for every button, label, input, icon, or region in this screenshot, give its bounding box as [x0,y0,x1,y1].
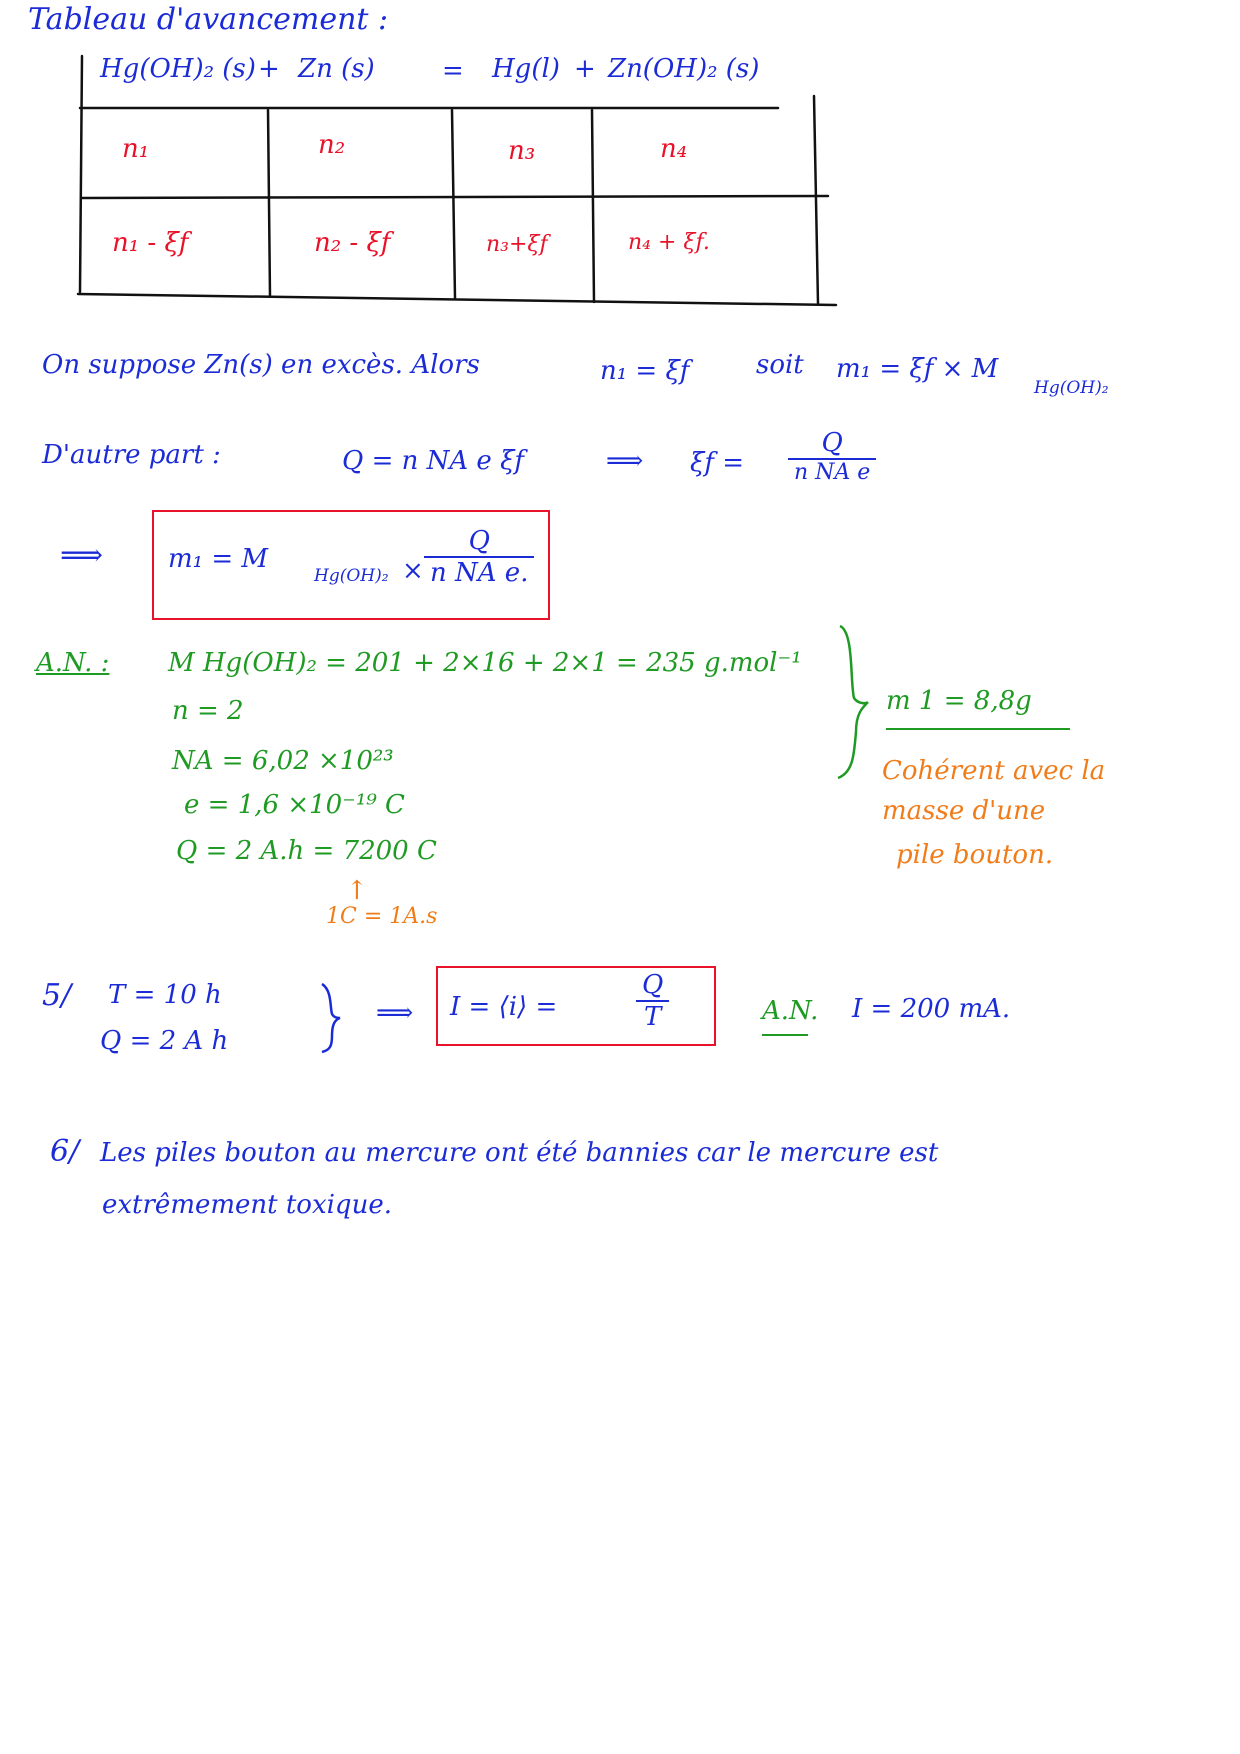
equation-product-2: Zn(OH)₂ (s) [608,54,760,84]
an-unit-note: 1C = 1A.s [326,904,438,929]
q5-fraction-denominator: T [643,1002,662,1032]
implies-arrow-1: ⟹ [606,446,644,476]
cell-final-1: n₁ - ξf [112,228,189,258]
comment-line-1: Cohérent avec la [882,756,1106,786]
an-e: e = 1,6 ×10⁻¹⁹ C [184,790,405,820]
comment-line-2: masse d'une [882,796,1046,826]
page-title: Tableau d'avancement : [28,2,389,37]
an-result: m 1 = 8,8g [886,686,1032,716]
q5-q: Q = 2 A h [100,1026,229,1056]
cell-initial-2: n₂ [318,130,346,160]
q5-an-value: I = 200 mA. [852,994,1011,1024]
assumption-subscript: Hg(OH)₂ [1034,378,1109,398]
equation-reactant-1: Hg(OH)₂ (s) [100,54,256,84]
an-q: Q = 2 A.h = 7200 C [176,836,437,866]
q5-formula: I = ⟨i⟩ = [450,992,558,1022]
cell-initial-3: n₃ [508,136,536,166]
result-times: × [402,556,424,586]
result-subscript: Hg(OH)₂ [314,566,389,586]
q5-t: T = 10 h [108,980,222,1010]
assumption-soit: soit [756,350,804,380]
right-brace-icon [832,622,872,782]
equation-plus-2: + [574,54,596,84]
xi-fraction-numerator: Q [821,428,843,458]
xi-fraction-denominator: n NA e [794,460,871,485]
cell-final-3: n₃+ξf [486,232,548,257]
equation-equals: = [442,56,464,86]
cell-initial-4: n₄ [660,134,688,164]
an-n: n = 2 [172,696,244,726]
reaction-table-grid [0,0,1240,320]
up-arrow-icon: ↑ [346,876,368,906]
result-fraction-denominator: n NA e. [430,558,529,588]
equation-plus-1: + [258,54,280,84]
q5-an-label: A.N. [762,996,819,1026]
q6-line-1: Les piles bouton au mercure ont été bannies car le mercure est [100,1138,939,1168]
other-part-label: D'autre part : [42,440,221,470]
q5-number: 5/ [42,978,72,1013]
q5-an-underline [762,1034,808,1036]
q6-line-2: extrêmement toxique. [102,1190,392,1220]
implies-arrow-3: ⟹ [376,998,414,1028]
q6-number: 6/ [50,1134,80,1169]
comment-line-3: pile bouton. [896,840,1054,870]
q5-fraction [636,970,669,1032]
assumption-eq-1: n₁ = ξf [600,356,690,386]
an-molar-mass: M Hg(OH)₂ = 201 + 2×16 + 2×1 = 235 g.mol⁻¹ [168,648,802,678]
cell-final-2: n₂ - ξf [314,228,391,258]
result-lhs: m₁ = M [168,544,269,574]
assumption-text: On suppose Zn(s) en excès. Alors [42,350,480,380]
xi-fraction [788,428,876,485]
result-underline [886,728,1070,730]
result-fraction [424,526,534,588]
an-label: A.N. : [36,648,110,678]
right-brace-icon [318,980,342,1054]
cell-final-4: n₄ + ξf. [628,230,710,255]
assumption-eq-2: m₁ = ξf × M [836,354,999,384]
cell-initial-1: n₁ [122,134,150,164]
equation-reactant-2: Zn (s) [298,54,375,84]
charge-equation: Q = n NA e ξf [342,446,525,476]
an-na: NA = 6,02 ×10²³ [172,746,394,776]
q5-fraction-numerator: Q [642,970,664,1000]
equation-product-1: Hg(l) [492,54,560,84]
result-fraction-numerator: Q [468,526,490,556]
xi-lhs: ξf = [690,448,744,478]
implies-arrow-2: ⟹ [60,538,104,573]
